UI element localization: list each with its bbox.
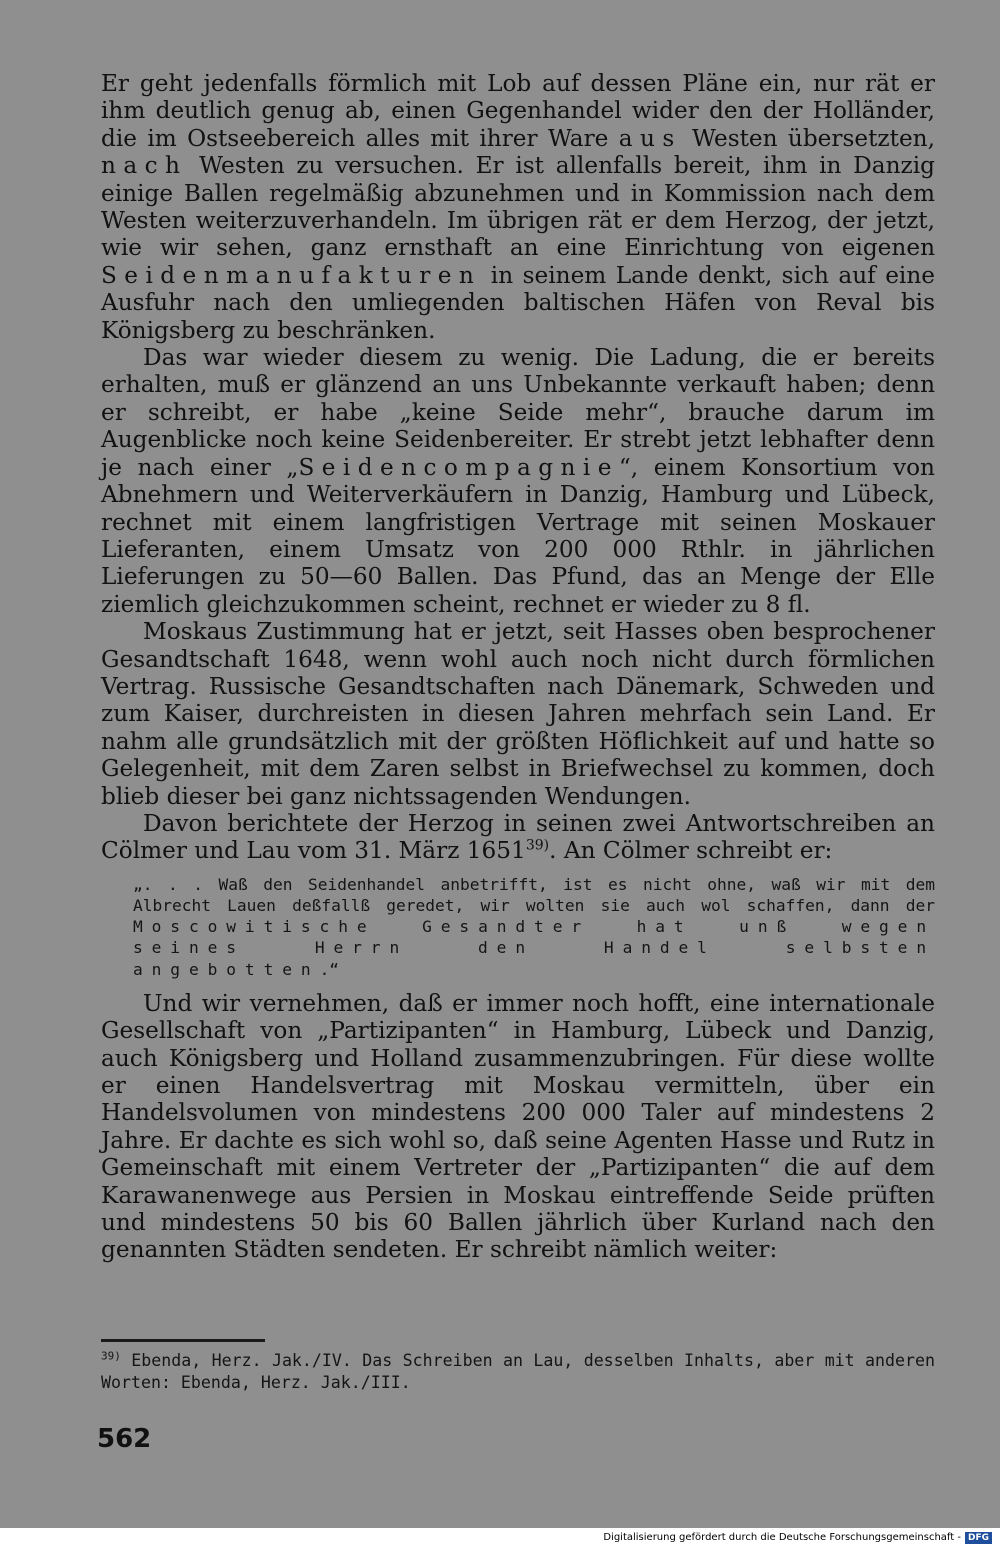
footnote-mark: 39) [101,1349,121,1363]
spaced-emphasis: Moscowitische Gesandter hat unß wegen seines Herrn den Handel selbsten angebotten [133,917,935,979]
credit-text: Digitalisierung gefördert durch die Deutsche Forschungsgemeinschaft - [603,1532,961,1543]
footnote-divider [101,1339,265,1342]
footnote-text: Ebenda, Herz. Jak./IV. Das Schreiben an Lau, desselben Inhalts, aber mit anderen Worten: Ebenda, Herz. Jak./III. [101,1351,935,1392]
body-text [101,70,935,1264]
text-run: in seinem Lande denkt, sich auf eine Ausfuhr nach den umliegenden baltischen Häfen von Reval bis Königsberg zu beschränken. [101,261,935,344]
text-run: Westen übersetzten, [681,124,935,152]
spaced-emphasis: Seidencompagnie [298,453,619,481]
block-quote [133,874,935,980]
text-run: Moskaus Zustimmung hat er jetzt, seit Hasses oben besprochener Gesandtschaft 1648, wenn wohl auch noch nicht durch förmlichen Vertrag. Russische Gesandtschaften nach Dänemark, Schweden und zum Kaiser, durchreisten in diesen Jahren mehrfach sein Land. Er nahm alle grundsätzlich mit der größten Höflichkeit auf und hatte so Gelegenheit, mit dem Zaren selbst in Briefwechsel zu kommen, doch blieb dieser bei ganz nichtssagenden Wendungen. [101,618,935,810]
text-run: .“ [319,959,340,979]
text-run: Und wir vernehmen, daß er immer noch hofft, eine internationale Gesellschaft von „Partizipanten“ in Hamburg, Lübeck und Danzig, auch Königsberg und Holland zusammenzubringen. Für diese wollte er einen Handelsvertrag mit Moskau vermitteln, über ein Handelsvolumen von mindestens 200 000 Taler auf mindestens 2 Jahre. Er dachte es sich wohl so, daß seine Agenten Hasse und Rutz in Gemeinschaft mit einem Vertreter der „Partizipanten“ die auf dem Karawanenwege aus Persien in Moskau eintreffende Seide prüften und mindestens 50 bis 60 Ballen jährlich über Kurland nach den genannten Städten sendeten. Er schreibt nämlich weiter: [101,989,935,1264]
footnote-reference: 39) [525,837,550,854]
credit-line [603,1531,992,1544]
text-run: . An Cölmer schreibt er: [549,837,833,865]
dfg-logo: DFG [965,1532,992,1544]
text-run: Davon berichtete der Herzog in seinen zwei Antwortschreiben an Cölmer und Lau vom 31. März 1651 [101,809,935,865]
text-run: Er geht jedenfalls förmlich mit Lob auf dessen Pläne ein, nur rät er ihm deutlich genug ab, einen Gegenhandel wider den der Holländer, die im Ostseebereich alles mit ihrer Ware [101,70,935,152]
paragraph [101,990,935,1264]
paragraph [101,344,935,618]
footnote [101,1350,935,1394]
page-number: 562 [97,1424,152,1454]
text-run: „. . . Waß den Seidenhandel anbetrifft, ist es nicht ohne, waß wir mit dem Albrecht Lauen deßfallß geredet, wir wolten sie auch wol schaffen, dann der [133,874,935,915]
paragraph [101,618,935,810]
paragraph [101,810,935,865]
paragraph [101,70,935,344]
spaced-emphasis: aus [618,124,682,152]
text-run: Westen zu versuchen. Er ist allenfalls bereit, ihm in Danzig einige Ballen regelmäßig abzunehmen und in Kommission nach dem Westen weiterzuverhandeln. Im übrigen rät er dem Herzog, der jetzt, wie wir sehen, ganz ernsthaft an eine Einrichtung von eigenen [101,152,935,262]
text-run: “, einem Konsortium von Abnehmern und Weiterverkäufern in Danzig, Hamburg und Lübeck, rechnet mit einem langfristigen Vertrage mit seinen Moskauer Lieferanten, einem Umsatz von 200 000 Rthlr. in jährlichen Lieferungen zu 50—60 Ballen. Das Pfund, das an Menge der Elle ziemlich gleichzukommen scheint, rechnet er wieder zu 8 fl. [101,453,935,618]
spaced-emphasis: Seidenmanufakturen [101,261,482,289]
spaced-emphasis: nach [101,152,188,180]
text-run: Das war wieder diesem zu wenig. Die Ladung, die er bereits erhalten, muß er glänzend an uns Unbekannte verkauft haben; denn er schreibt, er habe „keine Seide mehr“, brauche darum im Augenblicke noch keine Seidenbereiter. Er strebt jetzt lebhafter denn je nach einer „ [101,344,935,481]
